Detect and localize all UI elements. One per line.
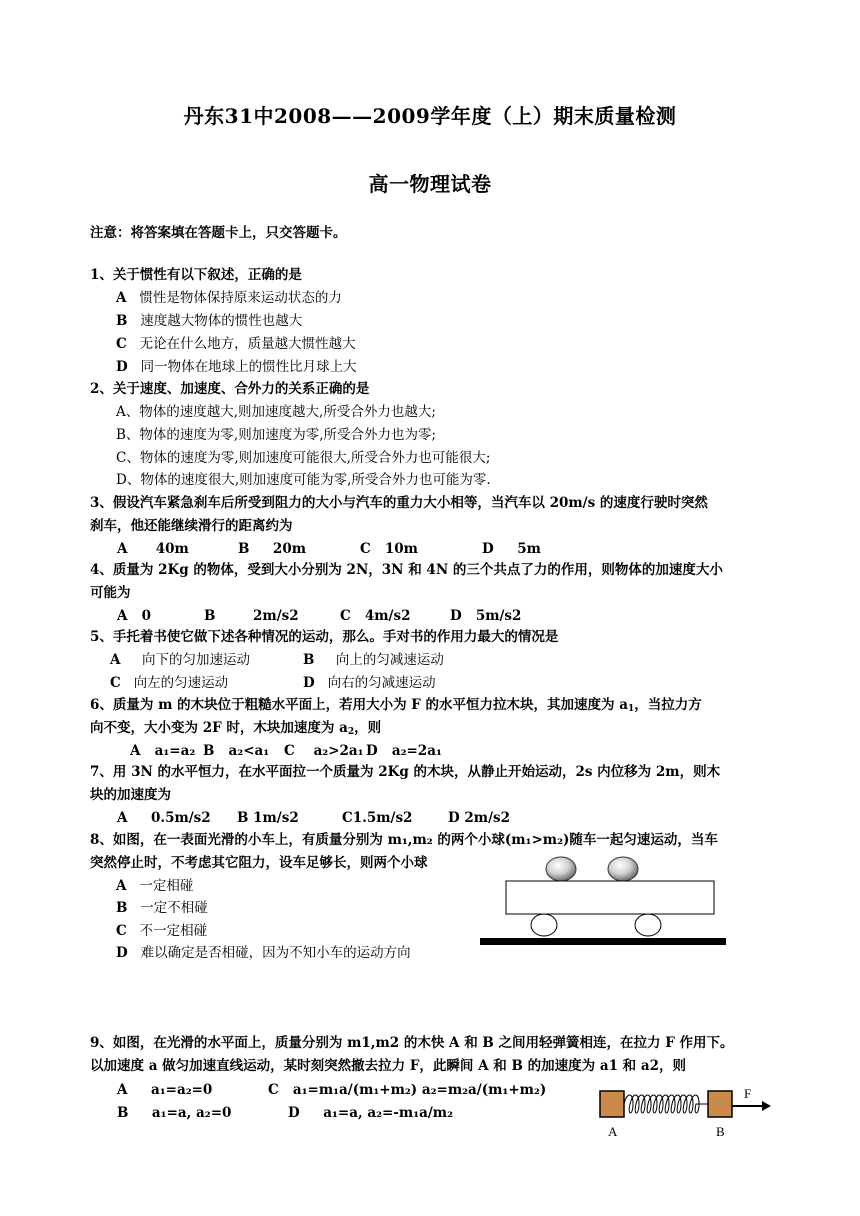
q8-option-b: B 一定不相碰 <box>116 900 208 916</box>
q2-stem: 2、关于速度、加速度、合外力的关系正确的是 <box>90 381 370 397</box>
q4-option-c: C 4m/s2 <box>340 608 411 624</box>
block-a <box>600 1091 624 1117</box>
q3-stem-line1: 3、假设汽车紧急刹车后所受到阻力的大小与汽车的重力大小相等，当汽车以 20m/s 的速度行驶时突然 <box>90 495 708 511</box>
q9-option-c: C a₁=m₁a/(m₁+m₂) a₂=m₂a/(m₁+m₂) <box>268 1082 547 1098</box>
q3-option-c: C 10m <box>360 541 418 557</box>
cart-body <box>506 881 714 914</box>
q4-option-a: A 0 <box>117 608 151 624</box>
q6-stem-line2: 向不变，大小变为 2F 时，木块加速度为 $a_2$，则 <box>90 720 382 737</box>
q6-option-a: A a₁=a₂ <box>130 743 196 759</box>
label-b: B <box>716 1124 725 1139</box>
q2-option-b: B、物体的速度为零,则加速度为零,所受合外力也为零; <box>116 427 437 443</box>
q7-option-d: D 2m/s2 <box>448 810 511 826</box>
q9-option-b: B a₁=a, a₂=0 <box>117 1105 232 1121</box>
q4-stem-line1: 4、质量为 2Kg 的物体，受到大小分别为 2N，3N 和 4N 的三个共点了力的作用，则物体的加速度大小 <box>90 562 723 578</box>
q6-option-d: D a₂=2a₁ <box>366 743 442 759</box>
spring-blocks-figure <box>596 1084 776 1142</box>
q2-option-a: A、物体的速度越大,则加速度越大,所受合外力也越大; <box>116 404 436 420</box>
ball-m1 <box>546 857 576 881</box>
cart-figure <box>478 853 730 951</box>
q1-option-a: A 惯性是物体保持原来运动状态的力 <box>116 290 342 306</box>
q4-option-b: B 2m/s2 <box>204 608 299 624</box>
q9-stem-line2: 以加速度 a 做匀加速直线运动，某时刻突然撤去拉力 F，此瞬间 A 和 B 的加速度为 a1 和 a2，则 <box>90 1058 686 1074</box>
q8-option-d: D 难以确定是否相碰，因为不知小车的运动方向 <box>116 945 411 961</box>
cart-wheel-left <box>531 914 557 936</box>
q5-option-b: B 向上的匀减速运动 <box>303 652 444 668</box>
q2-option-c: C、物体的速度为零,则加速度可能很大,所受合外力也可能很大; <box>116 450 491 466</box>
q5-option-a: A 向下的匀加速运动 <box>110 652 250 668</box>
q3-option-d: D 5m <box>482 541 541 557</box>
notice: 注意：将答案填在答题卡上，只交答题卡。 <box>90 225 347 241</box>
q1-option-d: D 同一物体在地球上的惯性比月球上大 <box>116 359 357 375</box>
q8-option-a: A 一定相碰 <box>116 878 194 894</box>
q5-option-d: D 向右的匀减速运动 <box>303 675 436 691</box>
q2-option-d: D、物体的速度很大,则加速度可能为零,所受合外力也可能为零. <box>116 472 491 488</box>
q1-option-c: C 无论在什么地方，质量越大惯性越大 <box>116 336 356 352</box>
q3-option-a: A 40m <box>117 541 189 557</box>
exam-subtitle: 高一物理试卷 <box>368 172 492 196</box>
label-a: A <box>608 1124 618 1139</box>
ball-m2 <box>608 857 638 881</box>
q7-stem-line2: 块的加速度为 <box>90 787 171 803</box>
spring <box>624 1095 708 1113</box>
q7-option-c: C1.5m/s2 <box>342 810 413 826</box>
q1-stem: 1、关于惯性有以下叙述，正确的是 <box>90 267 302 283</box>
q7-option-b: B 1m/s2 <box>237 810 299 826</box>
q8-option-c: C 不一定相碰 <box>116 923 208 939</box>
q9-option-a: A a₁=a₂=0 <box>117 1082 213 1098</box>
q4-stem-line2: 可能为 <box>90 585 131 601</box>
force-arrow-head <box>762 1101 771 1111</box>
q8-stem-line2: 突然停止时，不考虑其它阻力，设车足够长，则两个小球 <box>90 855 428 871</box>
q3-stem-line2: 刹车，他还能继续滑行的距离约为 <box>90 518 293 534</box>
q8-stem-line1: 8、如图，在一表面光滑的小车上，有质量分别为 m₁,m₂ 的两个小球(m₁>m₂)随车一起匀速运动，当车 <box>90 832 718 848</box>
q5-stem: 5、手托着书使它做下述各种情况的运动，那么。手对书的作用力最大的情况是 <box>90 629 559 645</box>
q6-option-b: B a₂<a₁ <box>203 743 270 759</box>
q4-option-d: D 5m/s2 <box>450 608 522 624</box>
label-f: F <box>744 1086 752 1101</box>
block-b <box>708 1091 732 1117</box>
exam-title: 丹东31中2008——2009学年度（上）期末质量检测 <box>183 104 677 128</box>
q7-stem-line1: 7、用 3N 的水平恒力，在水平面拉一个质量为 2Kg 的木块，从静止开始运动，2s 内位移为 2m，则木 <box>90 764 721 780</box>
q3-option-b: B 20m <box>238 541 306 557</box>
q6-stem-line1: 6、质量为 m 的木块位于粗糙水平面上，若用大小为 F 的水平恒力拉木块，其加速度为 $a_1$，当拉力方 <box>90 697 702 714</box>
q7-option-a: A 0.5m/s2 <box>117 810 211 826</box>
q9-stem-line1: 9、如图，在光滑的水平面上，质量分别为 m1,m2 的木快 A 和 B 之间用轻弹簧相连，在拉力 F 作用下。 <box>90 1035 734 1051</box>
q9-option-d: D a₁=a, a₂=-m₁a/m₂ <box>288 1105 453 1121</box>
ground-line <box>480 938 726 945</box>
q6-option-c: C a₂>2a₁ <box>284 743 364 759</box>
q5-option-c: C 向左的匀速运动 <box>110 675 229 691</box>
q1-option-b: B 速度越大物体的惯性也越大 <box>116 313 303 329</box>
cart-wheel-right <box>635 914 661 936</box>
